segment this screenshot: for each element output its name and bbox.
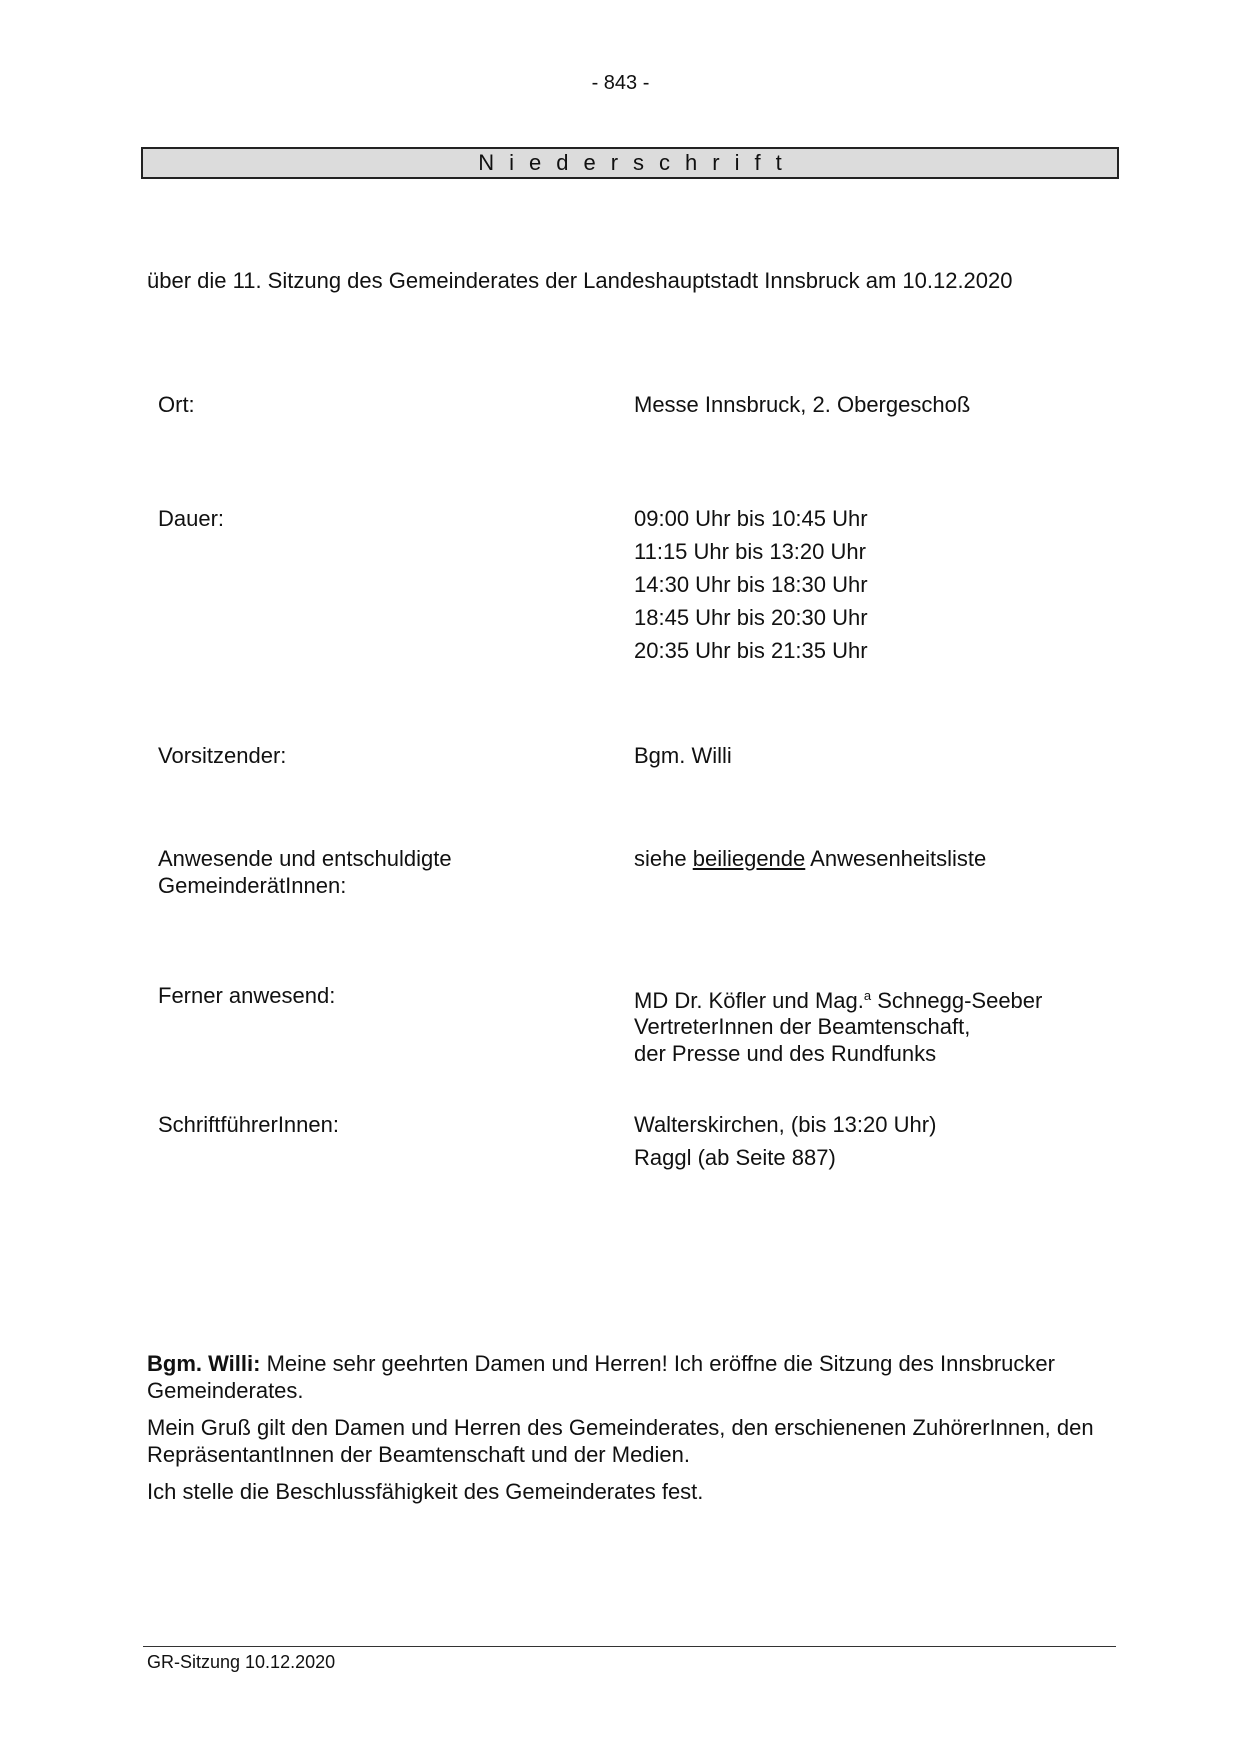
footer-divider xyxy=(143,1646,1116,1647)
anwesende-value-link: beiliegende xyxy=(692,846,806,871)
speech-paragraph-1 xyxy=(147,1350,1117,1404)
vorsitz-value: Bgm. Willi xyxy=(634,743,732,768)
ferner-line2: VertreterInnen der Beamtenschaft, xyxy=(634,1014,971,1039)
ferner-line1-post: Schnegg-Seeber xyxy=(877,988,1043,1013)
speech-paragraph-2: Mein Gruß gilt den Damen und Herren des Gemeinderates, den erschienenen ZuhörerInnen, den RepräsentantInnen der Beamtenschaft und der Medien. xyxy=(147,1415,1094,1467)
speech-text: Meine sehr geehrten Damen und Herren! Ich eröffne die Sitzung des Innsbrucker Gemeinderates. xyxy=(147,1351,1055,1403)
ferner-lines xyxy=(634,1013,970,1067)
speech-paragraph-3: Ich stelle die Beschlussfähigkeit des Gemeinderates fest. xyxy=(147,1479,704,1504)
dauer-time: 09:00 Uhr bis 10:45 Uhr xyxy=(634,506,868,531)
ferner-line1 xyxy=(634,982,1042,1014)
vorsitz-label: Vorsitzender: xyxy=(158,743,287,768)
intro-text: über die 11. Sitzung des Gemeinderates der Landeshauptstadt Innsbruck am 10.12.2020 xyxy=(147,268,1013,293)
schrift-line1: Walterskirchen, (bis 13:20 Uhr) xyxy=(634,1112,937,1137)
ferner-label: Ferner anwesend: xyxy=(158,983,336,1008)
schrift-line2: Raggl (ab Seite 887) xyxy=(634,1145,836,1170)
dauer-times xyxy=(634,502,868,667)
ferner-line3: der Presse und des Rundfunks xyxy=(634,1041,937,1066)
document-title: Niederschrift xyxy=(141,147,1119,179)
anwesende-label-line: Anwesende und entschuldigte xyxy=(158,846,452,871)
dauer-label: Dauer: xyxy=(158,506,225,531)
speaker-name: Bgm. Willi: xyxy=(147,1351,261,1376)
anwesende-label-line: GemeinderätInnen: xyxy=(158,873,347,898)
ort-label: Ort: xyxy=(158,392,195,417)
anwesende-label xyxy=(158,845,452,899)
dauer-time: 11:15 Uhr bis 13:20 Uhr xyxy=(634,539,866,564)
ferner-line1-sup: a xyxy=(863,988,872,1003)
anwesende-value-post: Anwesenheitsliste xyxy=(810,846,987,871)
schrift-label: SchriftführerInnen: xyxy=(158,1112,339,1137)
page-number: - 843 - xyxy=(591,72,650,94)
footer-text: GR-Sitzung 10.12.2020 xyxy=(147,1652,336,1672)
dauer-time: 14:30 Uhr bis 18:30 Uhr xyxy=(634,572,868,597)
dauer-time: 20:35 Uhr bis 21:35 Uhr xyxy=(634,638,868,663)
ort-value: Messe Innsbruck, 2. Obergeschoß xyxy=(634,392,971,417)
schrift-values xyxy=(634,1108,936,1174)
ferner-line1-pre: MD Dr. Köfler und Mag. xyxy=(634,988,864,1013)
dauer-time: 18:45 Uhr bis 20:30 Uhr xyxy=(634,605,868,630)
anwesende-value xyxy=(634,845,986,872)
anwesende-value-pre: siehe xyxy=(634,846,687,871)
